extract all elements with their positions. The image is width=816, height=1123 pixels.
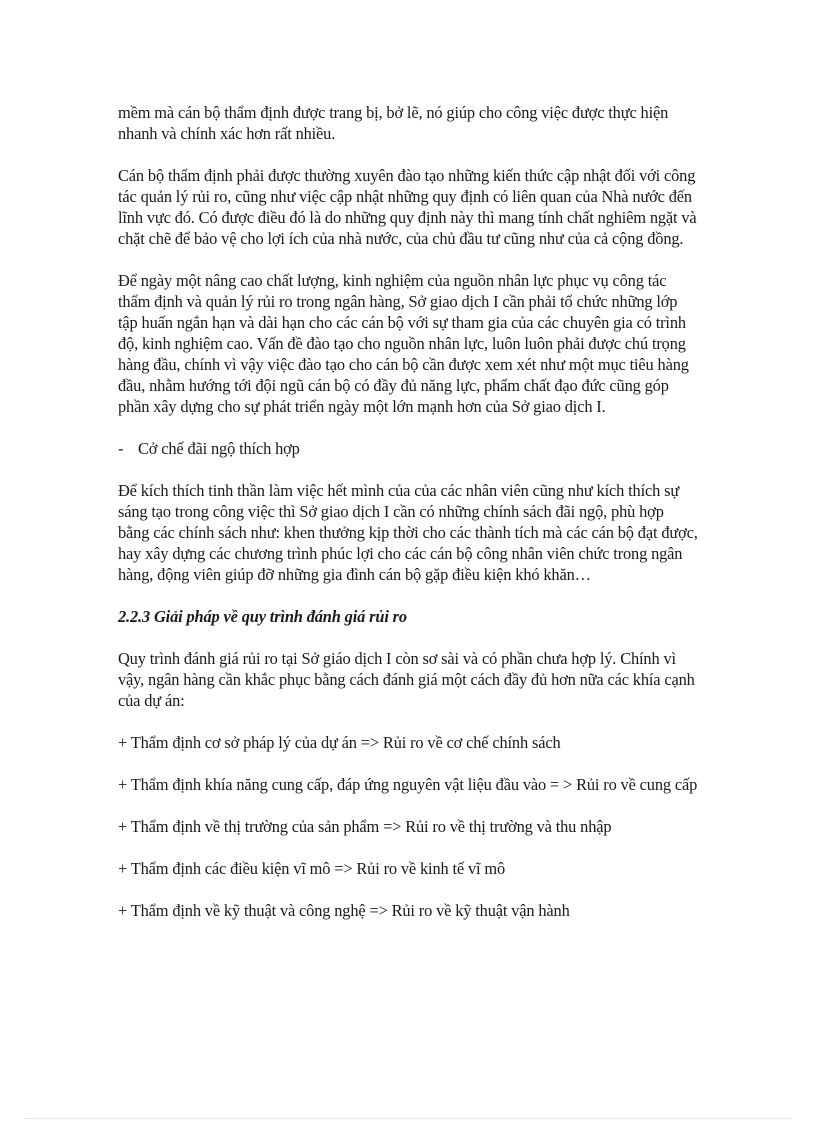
list-item-market: + Thẩm định về thị trường của sản phẩm => Rủi ro về thị trường và thu nhập (118, 817, 612, 836)
bullet-label: Cở chế đãi ngộ thích hợp (138, 439, 300, 458)
list-item-technical: + Thẩm định về kỹ thuật và công nghệ => Rủi ro về kỹ thuật vận hành (118, 901, 570, 920)
paragraph-incentive-policy: Để kích thích tinh thần làm việc hết mình của của các nhân viên cũng như kích thích sự sáng tạo trong công việc thì Sở giao dịch I cần có những chính sách đãi ngộ, phù hợp bằng các chính sách như: khen thưởng kịp thời cho các thành tích mà các cán bộ đạt được, hay xây dựng các chương trình phúc lợi cho các cán bộ công nhân viên chức trong ngân hàng, động viên giúp đỡ những gia đình cán bộ gặp điều kiện khó khăn… (118, 481, 698, 584)
section-heading: 2.2.3 Giải pháp về quy trình đánh giá rủi ro (118, 607, 407, 626)
paragraph-risk-process: Quy trình đánh giá rủi ro tại Sở giáo dịch I còn sơ sài và có phần chưa hợp lý. Chính vì vậy, ngân hàng cần khắc phục bằng cách đánh giá một cách đầy đủ hơn nữa các khía cạnh của dự án: (118, 649, 695, 710)
bullet-incentive (118, 438, 698, 459)
paragraph-human-resources: Để ngày một nâng cao chất lượng, kinh nghiệm của nguồn nhân lực phục vụ công tác thẩm định và quản lý rủi ro trong ngân hàng, Sở giao dịch I cần phải tổ chức những lớp tập huấn ngắn hạn và dài hạn cho các cán bộ với sự tham gia của các chuyên gia có trình độ, kinh nghiệm cao. Vấn đề đào tạo cho nguồn nhân lực, luôn luôn phải được chú trọng hàng đầu, chính vì vậy việc đào tạo cho cán bộ cần được xem xét như một mục tiêu hàng đầu, nhằm hướng tới đội ngũ cán bộ có đầy đủ năng lực, phẩm chất đạo đức cũng góp phần xây dựng cho sự phát triển ngày một lớn mạnh hơn của Sở giao dịch I. (118, 271, 689, 416)
paragraph-software: mềm mà cán bộ thẩm định được trang bị, bở lẽ, nó giúp cho công việc được thực hiện nhanh và chính xác hơn rất nhiều. (118, 103, 669, 143)
list-item-supply: + Thẩm định khía năng cung cấp, đáp ứng nguyên vật liệu đầu vào = > Rủi ro về cung cấp (118, 775, 698, 794)
paragraph-training-updates: Cán bộ thẩm định phải được thường xuyên đào tạo những kiến thức cập nhật đối với công tác quản lý rủi ro, cũng như việc cập nhật những quy định có liên quan của Nhà nước đến lĩnh vực đó. Có được điều đó là do những quy định này thì mang tính chất nghiêm ngặt và chặt chẽ để bảo vệ cho lợi ích của nhà nước, của chủ đầu tư cũng như của cả cộng đồng. (118, 166, 697, 248)
page-bottom-rule (24, 1118, 792, 1119)
list-item-legal: + Thẩm định cơ sở pháp lý của dự án => Rủi ro về cơ chế chính sách (118, 733, 561, 752)
bullet-dash: - (118, 439, 124, 458)
list-item-macro: + Thẩm định các điều kiện vĩ mô => Rủi ro về kinh tế vĩ mô (118, 859, 505, 878)
document-page (118, 102, 698, 942)
